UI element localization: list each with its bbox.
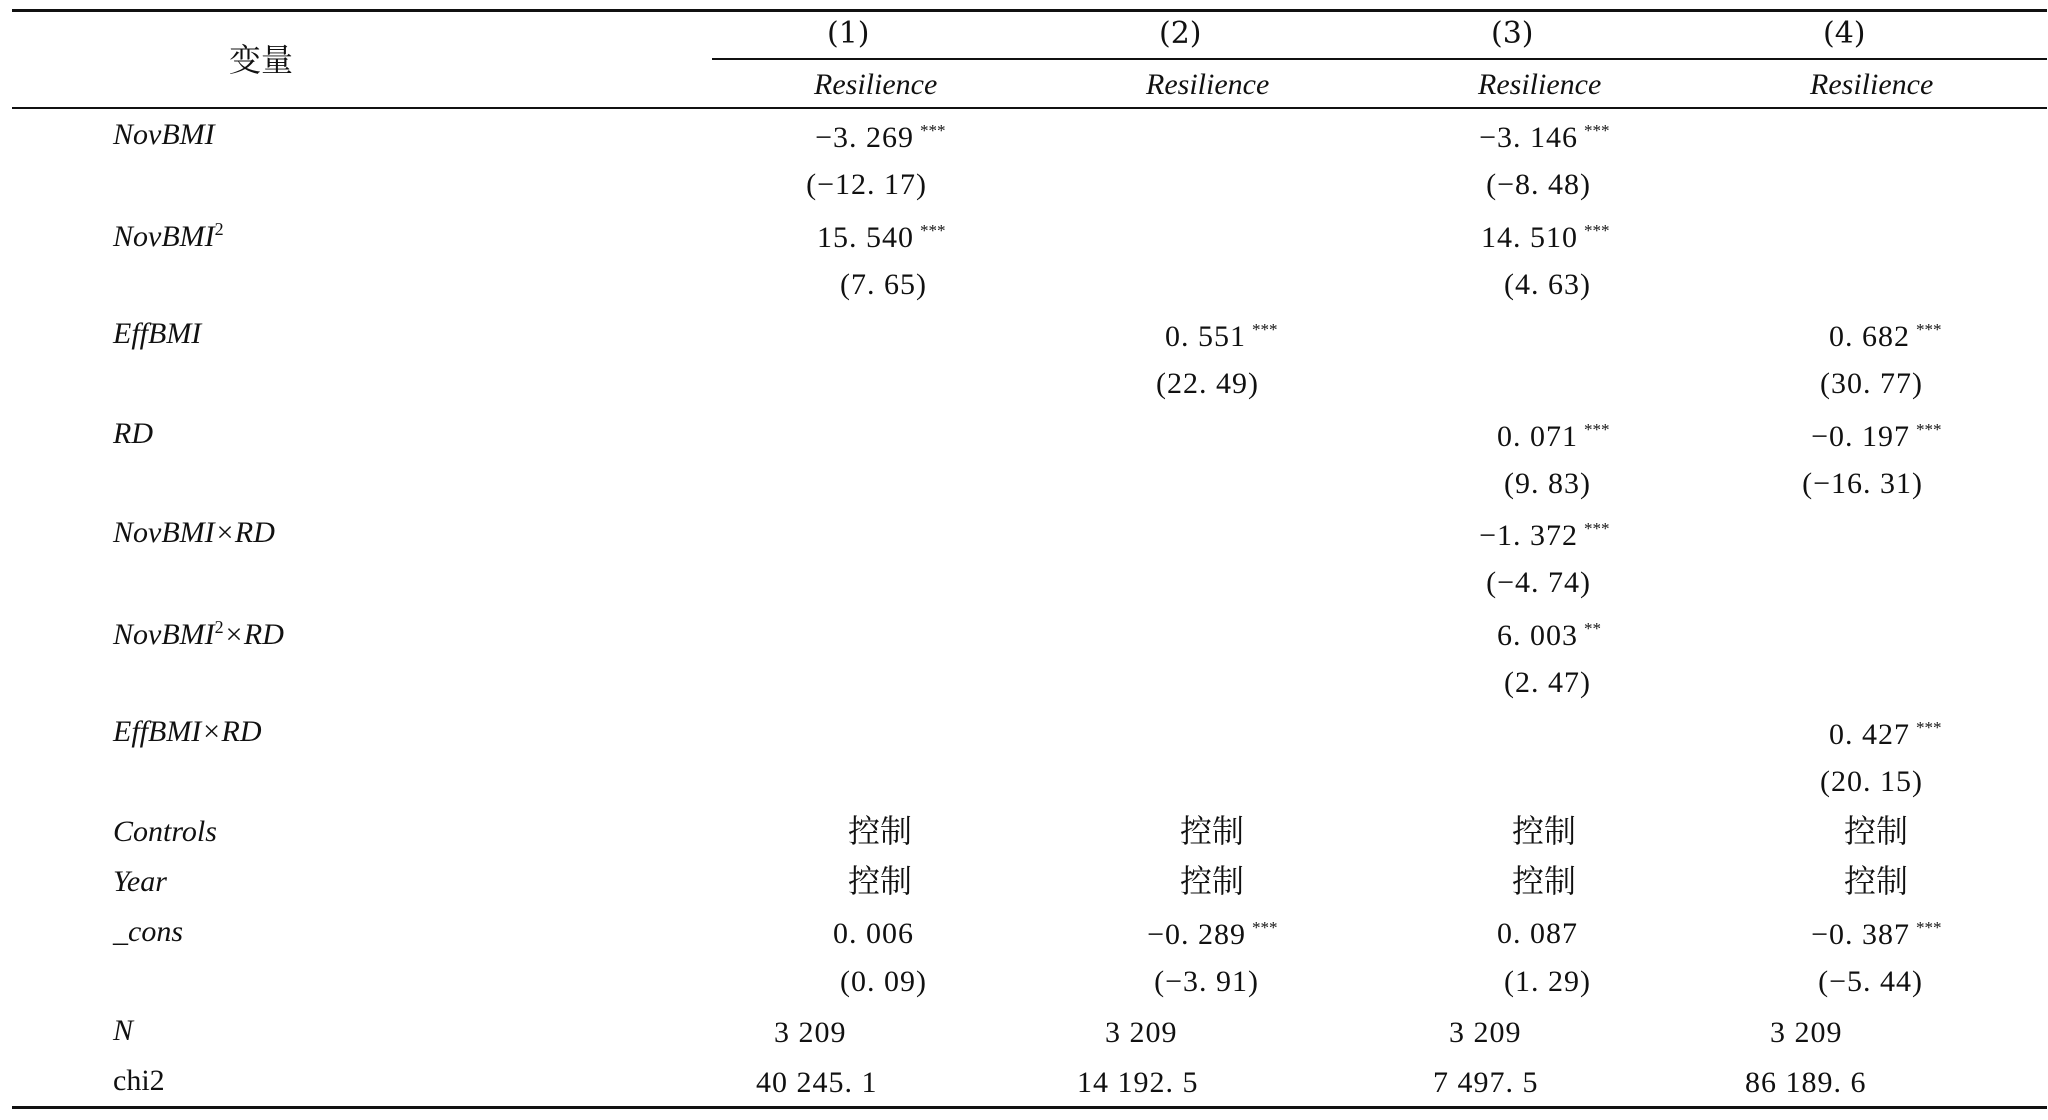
- coefficient-cell: 0. 071 ***: [1497, 419, 1610, 453]
- row-label: NovBMI$^2$: [113, 218, 224, 253]
- t-statistic-cell: (−12. 17): [806, 168, 927, 201]
- row-label: NovBMI: [113, 118, 215, 151]
- column-number-2: (2): [1159, 16, 1202, 51]
- row-label: NovBMI$^2$×RD: [113, 616, 284, 651]
- observations-cell: 3 209: [1449, 1015, 1522, 1049]
- row-label: RD: [113, 416, 153, 450]
- row-label: Year: [113, 864, 167, 898]
- constant-coefficient-cell: 0. 006: [833, 916, 914, 950]
- coefficient-cell: −0. 197 ***: [1811, 419, 1942, 453]
- chi2-cell: 14 192. 5: [1077, 1065, 1199, 1099]
- t-statistic-cell: (22. 49): [1156, 367, 1259, 400]
- constant-coefficient-cell: −0. 289 ***: [1147, 917, 1278, 951]
- dependent-variable-4: Resilience: [1810, 68, 1934, 101]
- t-statistic-cell: (7. 65): [840, 267, 927, 301]
- coefficient-cell: −1. 372 ***: [1479, 519, 1610, 552]
- dependent-variable-2: Resilience: [1146, 68, 1270, 101]
- dependent-variable-3: Resilience: [1478, 68, 1602, 101]
- coefficient-cell: 0. 682 ***: [1829, 320, 1942, 353]
- column-number-1: (1): [827, 16, 870, 51]
- observations-cell: 3 209: [1105, 1015, 1178, 1049]
- coefficient-cell: −3. 269 ***: [815, 121, 946, 154]
- constant-coefficient-cell: 0. 087: [1497, 916, 1578, 950]
- row-label: _cons: [113, 914, 183, 948]
- observations-cell: 3 209: [774, 1015, 847, 1049]
- row-label: EffBMI: [113, 317, 202, 350]
- observations-cell: 3 209: [1770, 1015, 1843, 1049]
- controls-cell: 控制: [1843, 811, 1908, 850]
- year-fixed-effect-cell: 控制: [1843, 861, 1908, 900]
- coefficient-cell: 0. 551 ***: [1165, 320, 1278, 353]
- column-header-rule: [712, 58, 2047, 60]
- row-label: N: [113, 1013, 134, 1047]
- controls-cell: 控制: [847, 811, 912, 850]
- row-label: EffBMI×RD: [113, 715, 262, 748]
- controls-cell: 控制: [1179, 811, 1244, 850]
- top-rule: [12, 9, 2047, 12]
- year-fixed-effect-cell: 控制: [1511, 861, 1576, 900]
- coefficient-cell: 6. 003 **: [1497, 618, 1601, 652]
- year-fixed-effect-cell: 控制: [1179, 861, 1244, 900]
- row-label: NovBMI×RD: [113, 516, 275, 549]
- year-fixed-effect-cell: 控制: [847, 861, 912, 900]
- t-statistic-cell: (20. 15): [1820, 765, 1923, 798]
- t-statistic-cell: (4. 63): [1504, 267, 1591, 301]
- t-statistic-cell: (2. 47): [1504, 665, 1591, 699]
- dependent-variable-1: Resilience: [814, 68, 938, 101]
- coefficient-cell: 0. 427 ***: [1829, 718, 1942, 751]
- chi2-cell: 7 497. 5: [1433, 1065, 1539, 1099]
- controls-cell: 控制: [1511, 811, 1576, 850]
- t-statistic-cell: (−16. 31): [1802, 466, 1923, 500]
- coefficient-cell: 14. 510 ***: [1481, 220, 1610, 254]
- row-label: Controls: [113, 814, 217, 848]
- chi2-cell: 86 189. 6: [1745, 1065, 1867, 1099]
- constant-coefficient-cell: −0. 387 ***: [1811, 917, 1942, 951]
- header-bottom-rule: [12, 107, 2047, 109]
- row-label: chi2: [113, 1063, 165, 1097]
- constant-t-statistic-cell: (0. 09): [840, 964, 927, 998]
- chi2-cell: 40 245. 1: [756, 1065, 878, 1099]
- t-statistic-cell: (−8. 48): [1486, 168, 1591, 201]
- constant-t-statistic-cell: (1. 29): [1504, 964, 1591, 998]
- regression-table: [12, 0, 2047, 1120]
- variable-column-header: 变量: [229, 41, 294, 79]
- t-statistic-cell: (9. 83): [1504, 466, 1591, 500]
- coefficient-cell: 15. 540 ***: [817, 220, 946, 254]
- column-number-4: (4): [1823, 16, 1866, 51]
- bottom-rule: [12, 1106, 2047, 1109]
- t-statistic-cell: (−4. 74): [1486, 566, 1591, 599]
- coefficient-cell: −3. 146 ***: [1479, 121, 1610, 154]
- column-number-3: (3): [1491, 16, 1534, 51]
- t-statistic-cell: (30. 77): [1820, 367, 1923, 400]
- constant-t-statistic-cell: (−3. 91): [1154, 964, 1259, 998]
- constant-t-statistic-cell: (−5. 44): [1818, 964, 1923, 998]
